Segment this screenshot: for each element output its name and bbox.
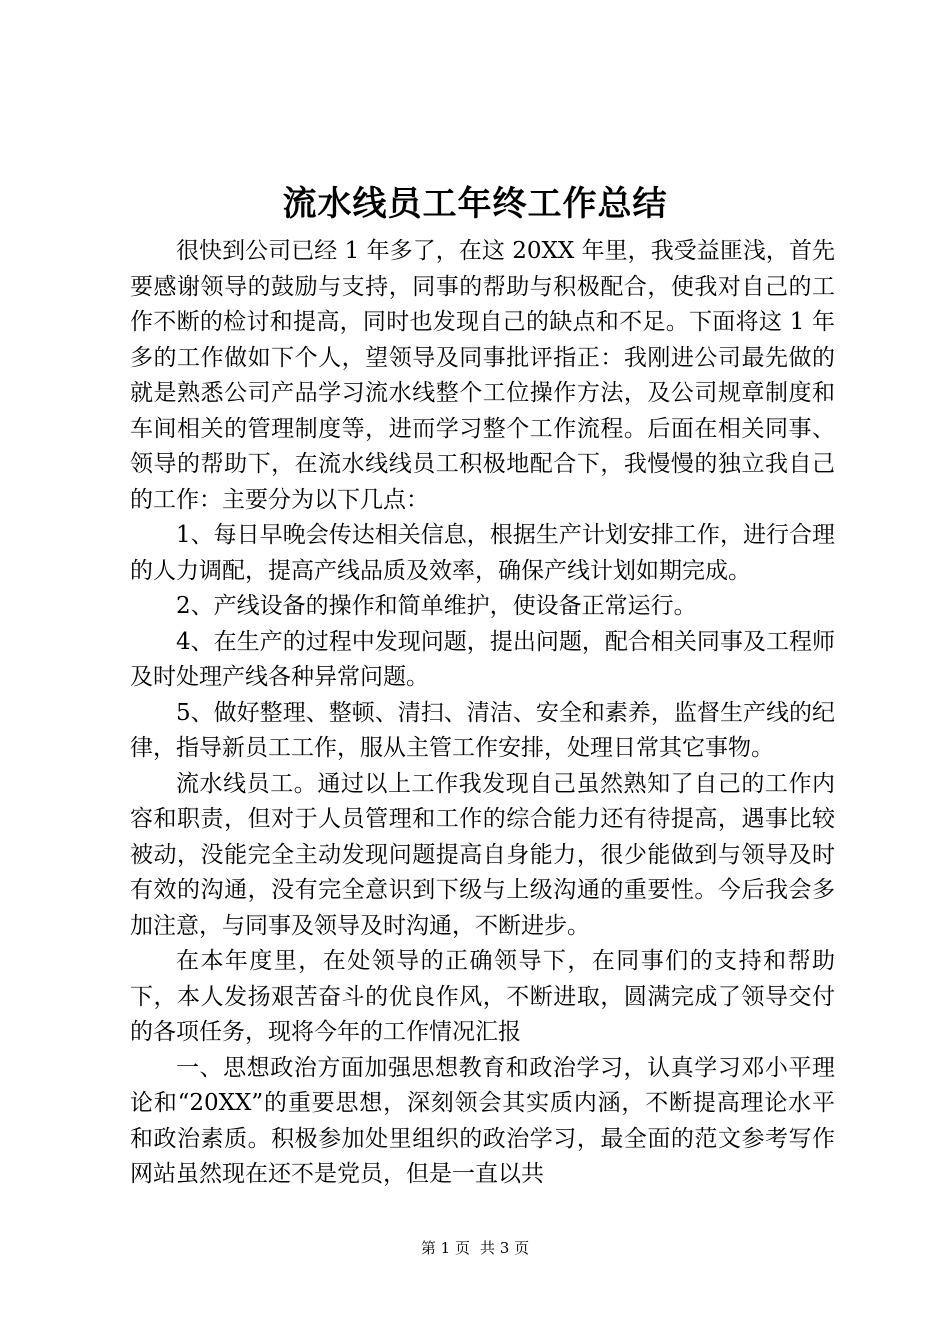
page-number: 第 1 页 [420,1239,470,1257]
paragraph: 流水线员工。通过以上工作我发现自己虽然熟知了自己的工作内容和职责，但对于人员管理和工作的综合能力还有待提高，遇事比较被动，没能完全主动发现问题提高自身能力，很少能做到与领导及时有效的沟通，没有完全意识到下级与上级沟通的重要性。今后我会多加注意，与同事及领导及时沟通，不断进步。 [130,770,835,939]
paragraph: 在本年度里，在处领导的正确领导下，在同事们的支持和帮助下，本人发扬艰苦奋斗的优良作风，不断进取，圆满完成了领导交付的各项任务，现将今年的工作情况汇报 [130,948,835,1045]
list-item: 2、产线设备的操作和简单维护，使设备正常运行。 [176,593,697,619]
page-total: 共 3 页 [480,1239,530,1257]
document-body [130,234,835,1193]
list-item: 5、做好整理、整顿、清扫、清洁、安全和素养，监督生产线的纪律，指导新员工工作，服从主管工作安排，处理日常其它事物。 [130,699,835,761]
list-item: 1、每日早晚会传达相关信息，根据生产计划安排工作，进行合理的人力调配，提高产线品质及效率，确保产线计划如期完成。 [130,522,835,584]
paragraph: 一、思想政治方面加强思想教育和政治学习，认真学习邓小平理论和“20XX”的重要思想，深刻领会其实质内涵，不断提高理论水平和政治素质。积极参加处里组织的政治学习，最全面的范文参考写作网站虽然现在还不是党员，但是一直以共 [130,1054,835,1187]
paragraph: 很快到公司已经 1 年多了，在这 20XX 年里，我受益匪浅，首先要感谢领导的鼓励与支持，同事的帮助与积极配合，使我对自己的工作不断的检讨和提高，同时也发现自己的缺点和不足。下面将这 1 年多的工作做如下个人，望领导及同事批评指正：我刚进公司最先做的就是熟悉公司产品学习流水线整个工位操作方法，及公司规章制度和车间相关的管理制度等，进而学习整个工作流程。后面在相关同事、领导的帮助下，在流水线线员工积极地配合下，我慢慢的独立我自己的工作：主要分为以下几点： [130,238,835,513]
list-item: 4、在生产的过程中发现问题，提出问题，配合相关同事及工程师及时处理产线各种异常问题。 [130,628,835,690]
page-footer [0,1238,950,1258]
document-title: 流水线员工年终工作总结 [282,184,668,224]
